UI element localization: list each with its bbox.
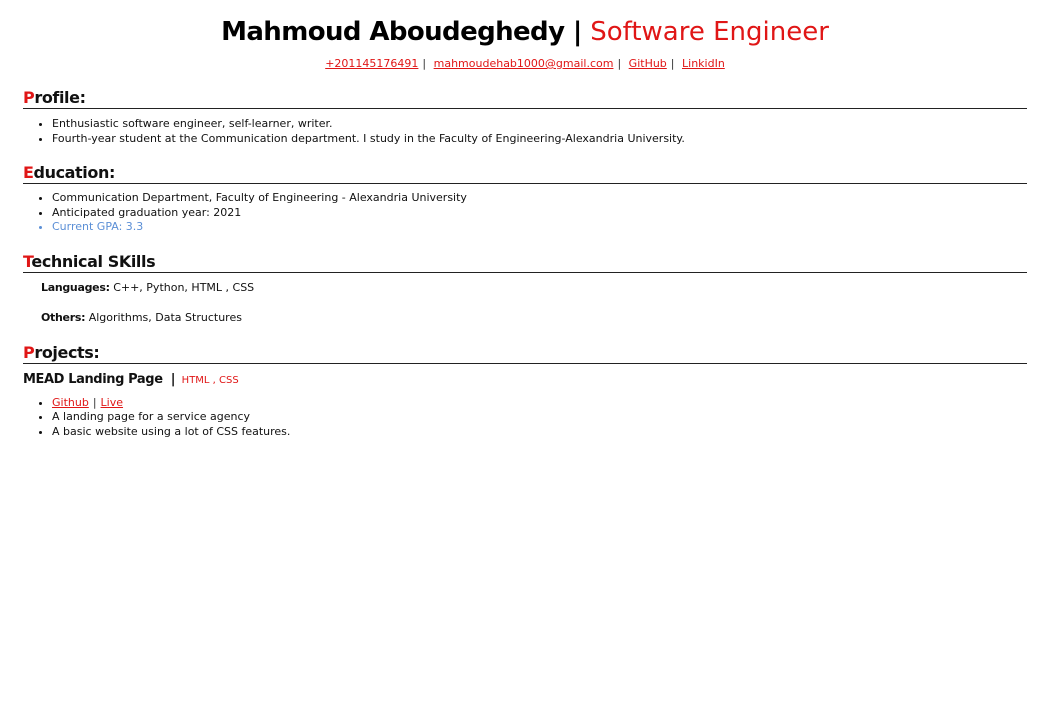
project-links (52, 396, 1027, 411)
list-item: • Communication Department, Faculty of Engineering - Alexandria University (52, 191, 1027, 206)
project-title: MEAD Landing Page (23, 371, 163, 387)
email-link[interactable]: mahmoudehab1000@gmail.com (433, 57, 614, 70)
heading-initial: T (23, 251, 32, 271)
projects-section (23, 343, 1027, 440)
resume-header (23, 0, 1027, 72)
person-name: Mahmoud Aboudeghedy (221, 17, 565, 47)
heading-initial: P (23, 342, 35, 362)
others-row (23, 310, 1027, 326)
languages-row (23, 280, 1027, 296)
heading-rest: rofile: (34, 88, 86, 107)
list-item: • A landing page for a service agency (52, 410, 1027, 425)
list-item: • A basic website using a lot of CSS features. (52, 425, 1027, 440)
contact-divider: | (617, 57, 622, 70)
list-item: • Anticipated graduation year: 2021 (52, 206, 1027, 221)
heading-rest: ducation: (33, 163, 115, 182)
project-header (23, 372, 1027, 389)
languages-label: Languages: (41, 280, 110, 294)
project-live-link[interactable]: Live (100, 395, 124, 409)
heading-rest: echnical SKills (31, 251, 156, 271)
projects-heading (23, 343, 1027, 364)
others-value: Algorithms, Data Structures (88, 310, 242, 324)
skills-heading (23, 252, 1027, 273)
education-section (23, 163, 1027, 235)
job-role: Software Engineer (590, 17, 829, 47)
link-divider: | (92, 395, 97, 409)
github-link[interactable]: GitHub (628, 57, 667, 70)
project-details (23, 396, 1027, 440)
others-label: Others: (41, 310, 86, 324)
project-tech: HTML , CSS (181, 374, 239, 386)
phone-link[interactable]: +201145176491 (325, 57, 419, 70)
education-heading (23, 163, 1027, 184)
profile-section (23, 88, 1027, 146)
gpa-item: • Current GPA: 3.3 (52, 220, 1027, 235)
skills-section (23, 252, 1027, 326)
heading-initial: E (23, 163, 34, 182)
heading-initial: P (23, 88, 35, 107)
education-list (23, 191, 1027, 235)
contact-divider: | (670, 57, 675, 70)
profile-list (23, 117, 1027, 146)
title-separator: | (572, 17, 582, 47)
project-title-separator: | (170, 371, 176, 387)
profile-heading (23, 88, 1027, 109)
contact-divider: | (422, 57, 427, 70)
name-line (23, 14, 1027, 50)
languages-value: C++, Python, HTML , CSS (113, 280, 255, 294)
linkedin-link[interactable]: LinkidIn (682, 57, 725, 70)
list-item: • Enthusiastic software engineer, self-learner, writer. (52, 117, 1027, 132)
heading-rest: rojects: (34, 342, 100, 362)
contact-links (23, 56, 1027, 72)
project-github-link[interactable]: Github (52, 395, 89, 409)
list-item: • Fourth-year student at the Communication department. I study in the Faculty of Engineering-Alexandria University. (52, 132, 1027, 147)
